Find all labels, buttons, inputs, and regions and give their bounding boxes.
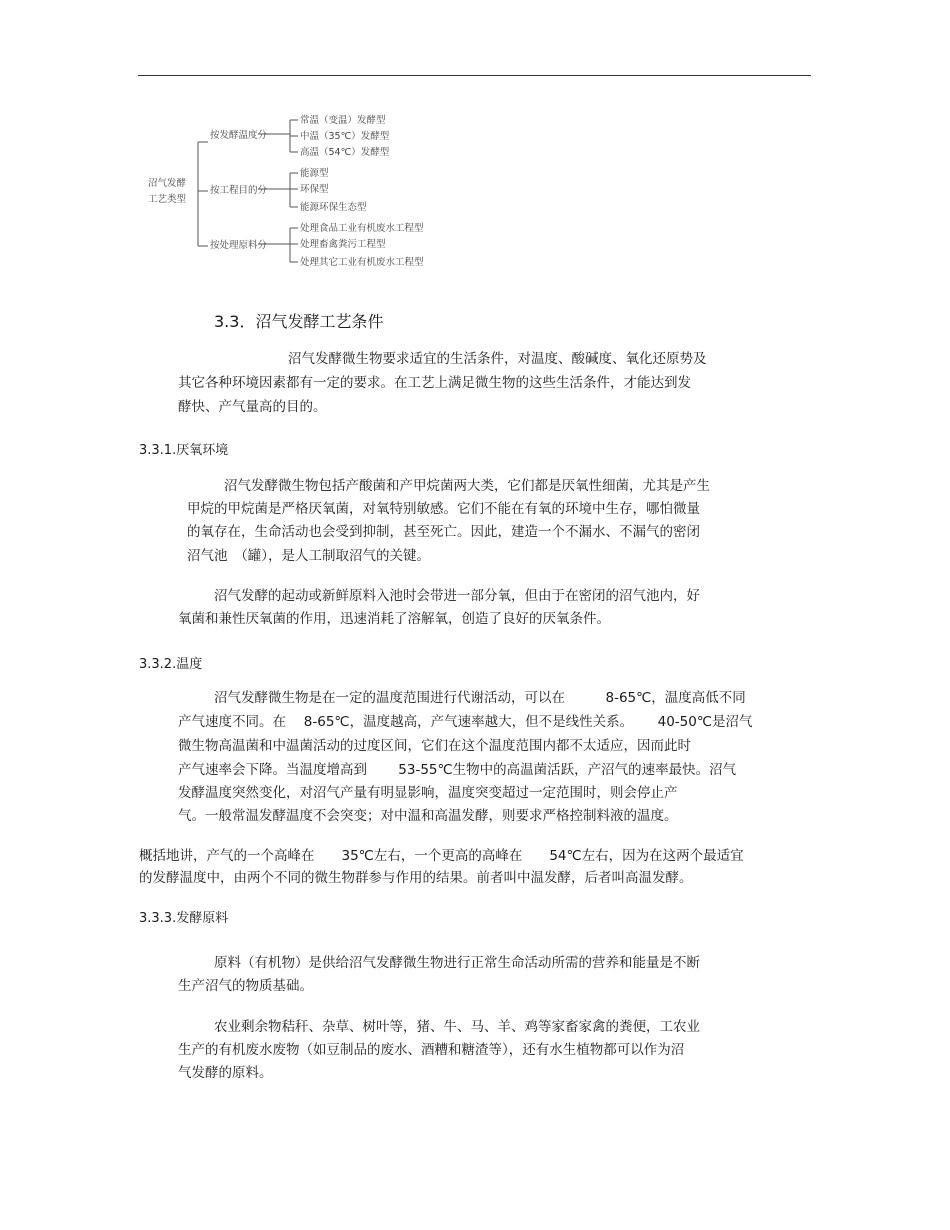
subsection-title: 3.3.2.温度	[139, 657, 203, 672]
diagram-group-label: 按处理原料分	[210, 240, 268, 251]
paragraph-line: 产气速度不同。在 8-65℃，温度越高，产气速率越大，但不是线性关系。 40-50℃是沼气	[178, 714, 753, 730]
subsection-title: 3.3.1.厌氧环境	[139, 443, 229, 458]
diagram-item: 常温（变温）发酵型	[300, 115, 386, 126]
diagram-group-label: 按发酵温度分	[210, 130, 268, 141]
diagram-item: 处理其它工业有机废水工程型	[300, 257, 424, 268]
diagram-root-label-2: 工艺类型	[148, 194, 187, 205]
paragraph-line: 生产沼气的物质基础。	[178, 978, 313, 994]
paragraph-line: 沼气发酵微生物是在一定的温度范围进行代谢活动，可以在 8-65℃，温度高低不同	[214, 690, 746, 706]
paragraph-line: 氧菌和兼性厌氧菌的作用，迅速消耗了溶解氧，创造了良好的厌氧条件。	[178, 611, 610, 627]
classification-diagram	[140, 106, 480, 276]
diagram-item: 处理食品工业有机废水工程型	[300, 223, 424, 234]
header-rule	[138, 75, 811, 76]
diagram-item: 能源型	[300, 168, 329, 179]
paragraph-line: 气。一般常温发酵温度不会突变；对中温和高温发酵，则要求严格控制料液的温度。	[178, 808, 678, 824]
diagram-item: 中温（35℃）发酵型	[300, 131, 390, 142]
section-title: 3.3．沼气发酵工艺条件	[214, 312, 384, 331]
paragraph-line: 气发酵的原料。	[178, 1065, 273, 1081]
paragraph-line: 产气速率会下降。当温度增高到 53-55℃生物中的高温菌活跃，产沼气的速率最快。沼气	[178, 762, 737, 778]
diagram-item: 能源环保生态型	[300, 202, 367, 213]
paragraph-line: 酵快、产气量高的目的。	[178, 399, 327, 415]
paragraph-line: 的发酵温度中，由两个不同的微生物群参与作用的结果。前者叫中温发酵，后者叫高温发酵。	[139, 870, 693, 886]
paragraph-line: 沼气发酵的起动或新鲜原料入池时会带进一部分氧，但由于在密闭的沼气池内，好	[214, 588, 700, 604]
diagram-item: 高温（54℃）发酵型	[300, 147, 390, 158]
paragraph-line: 沼气池 （罐），是人工制取沼气的关键。	[187, 548, 430, 564]
diagram-item: 环保型	[300, 184, 329, 195]
diagram-item: 处理畜禽粪污工程型	[300, 239, 386, 250]
paragraph-line: 原料（有机物）是供给沼气发酵微生物进行正常生命活动所需的营养和能量是不断	[214, 955, 700, 971]
diagram-group-label: 按工程目的分	[210, 185, 268, 196]
paragraph-line: 沼气发酵微生物包括产酸菌和产甲烷菌两大类，它们都是厌氧性细菌，尤其是产生	[224, 478, 710, 494]
paragraph-line: 农业剩余物秸秆、杂草、树叶等，猪、牛、马、羊、鸡等家畜家禽的粪便，工农业	[214, 1019, 700, 1035]
paragraph-line: 甲烷的甲烷菌是严格厌氧菌，对氧特别敏感。它们不能在有氧的环境中生存，哪怕微量	[187, 501, 700, 517]
paragraph-line: 发酵温度突然变化，对沼气产量有明显影响，温度突变超过一定范围时，则会停止产	[178, 785, 678, 801]
paragraph-line: 其它各种环境因素都有一定的要求。在工艺上满足微生物的这些生活条件，才能达到发	[178, 375, 691, 391]
paragraph-line: 生产的有机废水废物（如豆制品的废水、酒糟和糖渣等），还有水生植物都可以作为沼	[178, 1042, 685, 1058]
paragraph-line: 概括地讲，产气的一个高峰在 35℃左右，一个更高的高峰在 54℃左右，因为在这两个最适宜	[139, 848, 744, 864]
paragraph-line: 微生物高温菌和中温菌活动的过度区间，它们在这个温度范围内都不太适应，因而此时	[178, 738, 691, 754]
subsection-title: 3.3.3.发酵原料	[139, 911, 229, 926]
paragraph-line: 的氧存在，生命活动也会受到抑制，甚至死亡。因此，建造一个不漏水、不漏气的密闭	[187, 524, 700, 540]
diagram-root-label-1: 沼气发酵	[148, 178, 187, 189]
paragraph-line: 沼气发酵微生物要求适宜的生活条件，对温度、酸碱度、氧化还原势及	[288, 351, 707, 367]
